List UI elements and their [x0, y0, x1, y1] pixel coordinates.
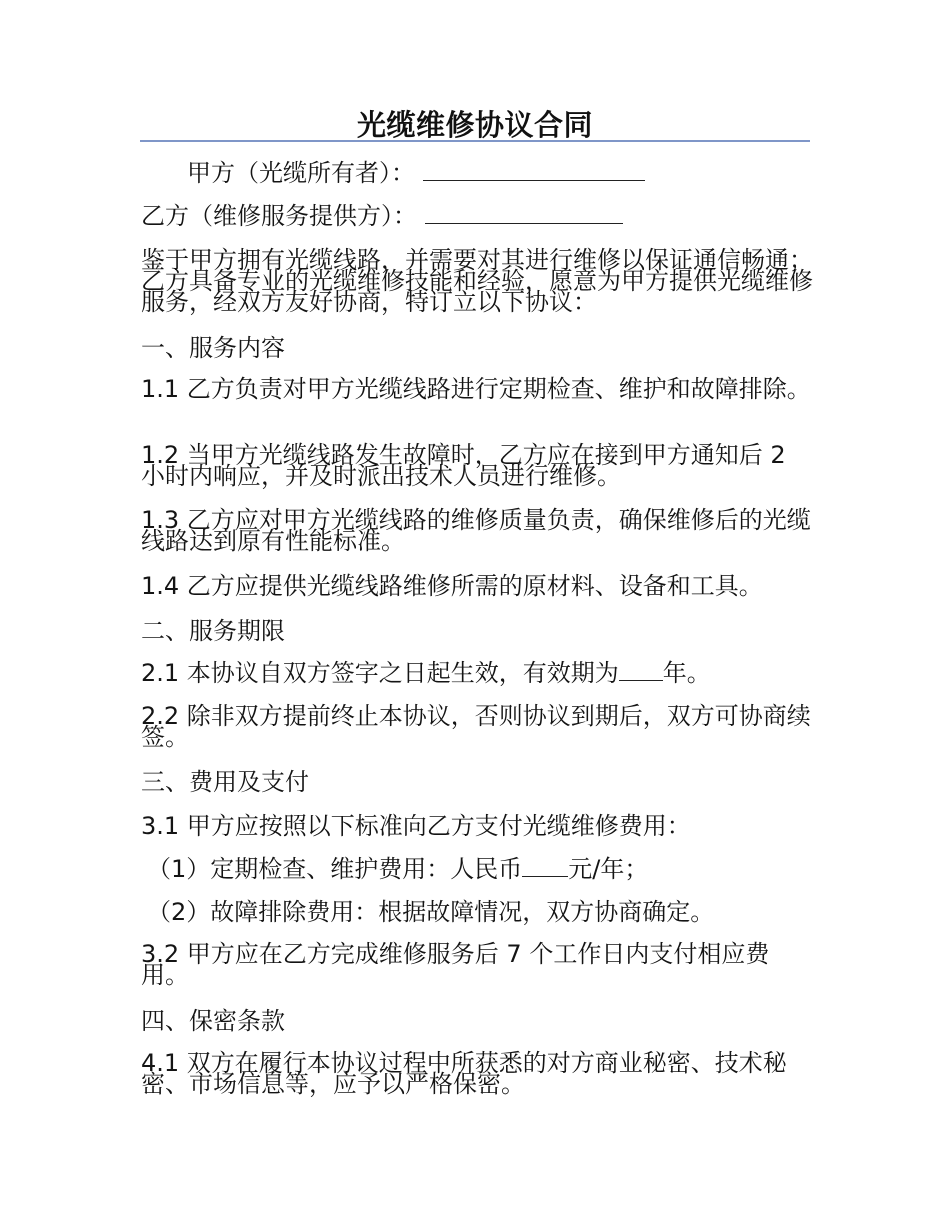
item-1-prefix: （1）定期检查、维护费用：人民币 [147, 855, 523, 883]
party-a-blank [423, 162, 645, 181]
title-rule [140, 100, 810, 142]
clause-3-2: 3.2 甲方应在乙方完成维修服务后 7 个工作日内支付相应费用。 [141, 940, 770, 989]
clause-1-2: 1.2 当甲方光缆线路发生故障时，乙方应在接到甲方通知后 2 小时内响应，并及时派出技术人员进行维修。 [141, 441, 786, 490]
party-b-line [141, 202, 813, 230]
clause-1-1: 1.1 乙方负责对甲方光缆线路进行定期检查、维护和故障排除。 [141, 375, 811, 403]
clause-2-2: 2.2 除非双方提前终止本协议，否则协议到期后，双方可协商续签。 [141, 702, 811, 751]
party-a-label: 甲方（光缆所有者）： [187, 159, 415, 187]
section-3-heading: 三、费用及支付 [141, 768, 309, 796]
page-title: 光缆维修协议合同 [356, 108, 593, 142]
clause-3-1-item-2: （2）故障排除费用：根据故障情况，双方协商确定。 [147, 898, 715, 926]
clause-2-1-suffix: 年。 [662, 659, 711, 687]
party-a-line [187, 159, 859, 187]
party-b-label: 乙方（维修服务提供方）： [141, 202, 417, 230]
clause-4-1: 4.1 双方在履行本协议过程中所获悉的对方商业秘密、技术秘密、市场信息等，应予以严格保密。 [141, 1049, 787, 1098]
section-1-heading: 一、服务内容 [141, 334, 285, 362]
clause-2-1 [141, 659, 813, 687]
clause-1-4: 1.4 乙方应提供光缆线路维修所需的原材料、设备和工具。 [141, 572, 763, 600]
section-2-heading: 二、服务期限 [141, 617, 285, 645]
clause-3-1: 3.1 甲方应按照以下标准向乙方支付光缆维修费用： [141, 812, 691, 840]
preamble-paragraph: 鉴于甲方拥有光缆线路，并需要对其进行维修以保证通信畅通；乙方具备专业的光缆维修技能和经验，愿意为甲方提供光缆维修服务，经双方友好协商，特订立以下协议： [141, 246, 813, 316]
item-1-suffix: 元/年； [568, 855, 649, 883]
fee-amount-blank [522, 858, 568, 877]
clause-3-1-item-1 [147, 855, 819, 883]
clause-1-3: 1.3 乙方应对甲方光缆线路的维修质量负责，确保维修后的光缆线路达到原有性能标准。 [141, 506, 811, 555]
term-years-blank [619, 662, 663, 681]
clause-2-1-prefix: 2.1 本协议自双方签字之日起生效，有效期为 [141, 659, 619, 687]
party-b-blank [425, 205, 623, 224]
section-4-heading: 四、保密条款 [141, 1007, 285, 1035]
